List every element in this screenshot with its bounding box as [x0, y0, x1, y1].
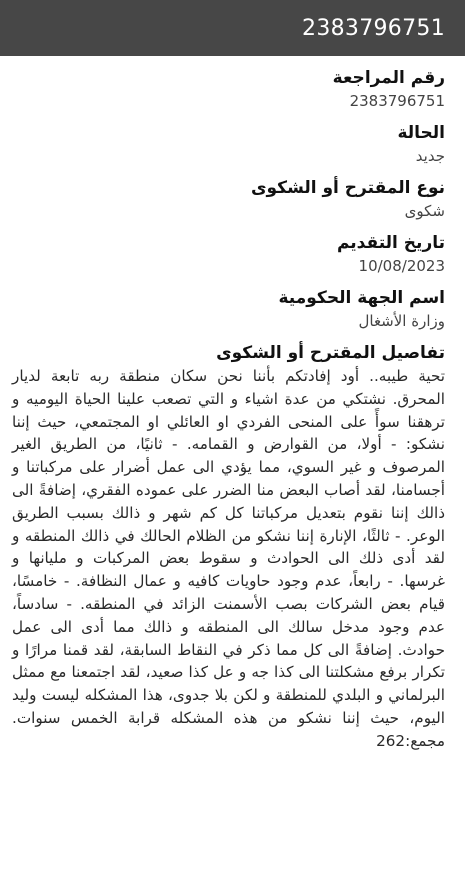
status-field — [12, 121, 445, 168]
details-field — [12, 341, 445, 753]
government-entity-value: وزارة الأشغال — [358, 312, 445, 330]
app-header — [0, 0, 465, 56]
type-field — [12, 176, 445, 223]
submission-date-label: تاريخ التقديم — [336, 233, 445, 253]
reference-number-value: 2383796751 — [349, 92, 445, 110]
header-title: 2383796751 — [302, 15, 445, 41]
submission-date-field — [12, 231, 445, 278]
type-value: شكوى — [404, 202, 445, 220]
status-label: الحالة — [397, 123, 445, 143]
submission-date-value: 10/08/2023 — [358, 257, 445, 275]
complaint-details-panel — [0, 56, 465, 753]
government-entity-field — [12, 286, 445, 333]
reference-number-field — [12, 66, 445, 113]
details-label: تفاصيل المقترح أو الشكوى — [216, 343, 445, 363]
type-label: نوع المقترح أو الشكوى — [250, 178, 445, 198]
reference-number-label: رقم المراجعة — [332, 68, 445, 88]
details-text: تحية طيبه.. أود إفادتكم بأننا نحن سكان منطقة ربه تابعة لديار المحرق. نشتكي من عدة اشياء و التي تصعب علينا الحياة اليوميه و ترهقنا سوأً على المنحى الفردي او العائلي او المجتمعي، حيث إننا نشكو: - أولا، من القوارض و القمامه. - ثانيًا، من الطريق الغير المرصوف و غير السوي، مما يؤدي الى عمل أضرار على مركباتنا و أجسامنا، لقد أصاب البعض منا الضرر على عموده الفقري، إضافةً الى ذالك إننا نقوم بتعديل مركباتنا كل كم شهر و ذالك بسبب الطريق الوعر. - ثالثًا، الإنارة إننا نشكو من الظلام الحالك في ذالك المنطقه و لقد أدى ذلك الى الحوادث و سقوط بعض المركبات و مليانها و غرسها. - رابعاً، عدم وجود حاويات كافيه و عمال النظافة. - خامسًا، قيام بعض الشركات بصب الأسمنت الزائد في المنطقه. - سادساً، عدم وجود مدخل سالك الى المنطقه و ذالك مما أدى الى عمل حوادث. إضافةً الى كل مما ذكر في النقاط السابقة، لقد قمنا مرارًا و تكرار برفع مشكلتنا الى كذا جه و عل كذا صعيد، لقد اجتمعنا مع ممثل البرلماني و البلدي للمنطقة و لكن بلا جدوى، هذا المشكله ليست وليد اليوم، حيث إننا نشكو من هذه المشكله قرابة الخمس سنوات. مجمع:262 — [12, 367, 445, 750]
status-value: جديد — [415, 147, 445, 165]
government-entity-label: اسم الجهة الحكومية — [278, 288, 445, 308]
